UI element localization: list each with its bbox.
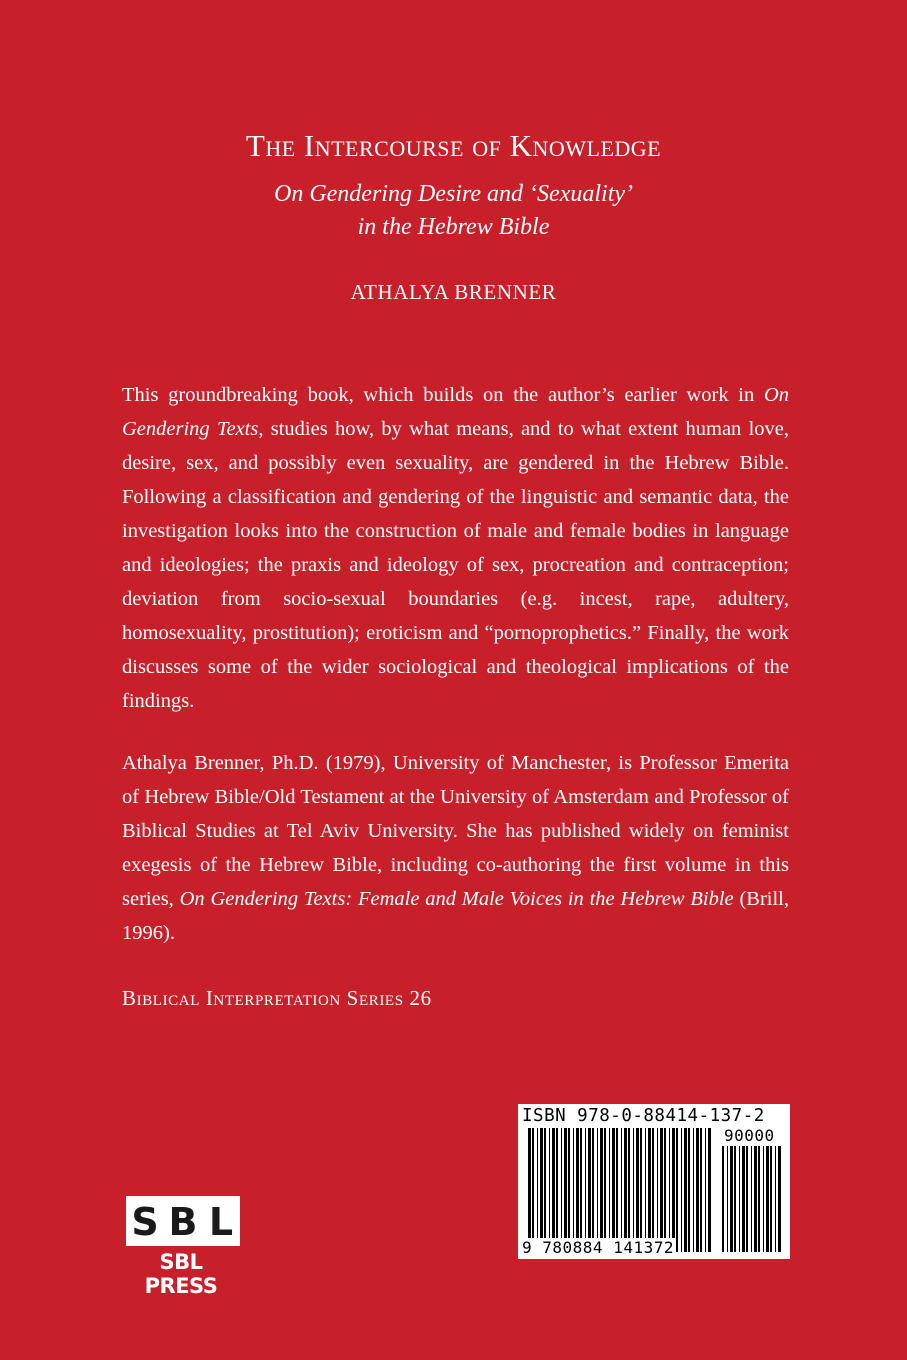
logo-letter: L: [208, 1200, 234, 1244]
logo-letter-box: [164, 1196, 202, 1246]
logo-letter-box: [126, 1196, 164, 1246]
back-cover-blurb: [122, 378, 789, 978]
barcode-bar: [688, 1128, 690, 1252]
addon-barcode-bars-icon: [722, 1146, 784, 1252]
barcode-bar: [676, 1128, 678, 1252]
barcode-bar: [669, 1128, 670, 1252]
barcode-bar: [621, 1128, 622, 1252]
subtitle-line-2: in the Hebrew Bible: [357, 214, 550, 240]
barcode-bar: [561, 1128, 562, 1252]
barcode-bar: [633, 1128, 634, 1252]
barcode-bar: [742, 1146, 745, 1252]
barcode-bar: [616, 1128, 618, 1252]
barcode-bar: [722, 1146, 724, 1252]
barcode-bar: [556, 1128, 558, 1252]
barcode-bar: [758, 1146, 760, 1252]
logo-letter-box: [202, 1196, 240, 1246]
barcode-bar: [573, 1128, 574, 1252]
barcode-bar: [657, 1128, 658, 1252]
sbl-press-logo: [122, 1188, 240, 1298]
barcode-bar: [664, 1128, 666, 1252]
barcode-bar: [763, 1146, 764, 1252]
publisher-name: SBL PRESS: [144, 1250, 218, 1298]
isbn-number: ISBN 978-0-88414-137-2: [522, 1106, 765, 1126]
barcode-bar: [580, 1128, 582, 1252]
barcode-bar: [708, 1128, 711, 1252]
subtitle-line-1: On Gendering Desire and ‘Sexuality’: [273, 181, 633, 207]
barcode-bar: [693, 1128, 694, 1252]
bio-italic-title: On Gendering Texts: Female and Male Voices in the Hebrew Bible: [179, 888, 734, 910]
barcode-bar: [645, 1128, 646, 1252]
sbl-logo-icon: [126, 1196, 236, 1242]
barcode-bar: [636, 1128, 639, 1252]
barcode-bar: [696, 1128, 699, 1252]
barcode-bar: [544, 1128, 546, 1252]
barcode-bar: [739, 1146, 740, 1252]
barcode-bar: [532, 1128, 534, 1252]
barcode-bar: [730, 1146, 733, 1252]
barcode-bar: [540, 1128, 543, 1252]
logo-letter: B: [168, 1200, 198, 1244]
barcode-bar: [734, 1146, 736, 1252]
logo-letter: S: [131, 1200, 159, 1244]
barcode-bar: [766, 1146, 769, 1252]
description-text-end: , studies how, by what means, and to what extent human love, desire, sex, and possibly even sexuality, are gendered in the Hebrew Bible. Following a classification and gendering of the linguistic and semantic data, the investigation looks into the construction of male and female bodies in language and ideologies; the praxis and ideology of sex, procreation and contraception; deviation from socio-sexual boundaries (e.g. incest, rape, adultery, homosexuality, prostitution); eroticism and “pornoprophetics.” Finally, the work discusses some of the wider sociological and theological implications of the findings.: [122, 418, 789, 712]
barcode-bar: [684, 1128, 687, 1252]
series-name: Biblical Interpretation Series 26: [122, 986, 432, 1010]
barcode-bar: [537, 1128, 538, 1252]
barcode-bar: [652, 1128, 654, 1252]
bio-text-end: (Brill, 1996).: [122, 888, 789, 944]
barcode-bar: [549, 1128, 550, 1252]
isbn-barcode: [518, 1104, 790, 1259]
barcode-bar: [751, 1146, 752, 1252]
barcode-bar: [681, 1128, 682, 1252]
barcode-bar: [672, 1128, 675, 1252]
barcode-bar: [705, 1128, 706, 1252]
author-bio: [122, 746, 789, 950]
barcode-bar: [588, 1128, 591, 1252]
barcode-bar: [746, 1146, 748, 1252]
barcode-bar: [552, 1128, 555, 1252]
bio-text: Athalya Brenner, Ph.D. (1979), University of Manchester, is Professor Emerita of Hebrew Bible/Old Testament at the University of Amsterdam and Professor of Biblical Studies at Tel Aviv University. She has published widely on feminist exegesis of the Hebrew Bible, including co-authoring the first volume in this series,: [122, 752, 789, 910]
author-name: ATHALYA BRENNER: [350, 280, 557, 304]
barcode-bar: [592, 1128, 594, 1252]
description-text: This groundbreaking book, which builds on the author’s earlier work in: [122, 384, 764, 406]
barcode-bar: [568, 1128, 570, 1252]
barcode-bar: [640, 1128, 642, 1252]
barcode-bar: [628, 1128, 630, 1252]
barcode-bar: [585, 1128, 586, 1252]
barcode-bar: [700, 1128, 702, 1252]
barcode-bar: [604, 1128, 606, 1252]
description-italic-title: On Gendering Texts: [122, 384, 789, 440]
barcode-bar: [576, 1128, 579, 1252]
price-code: 90000: [724, 1126, 775, 1145]
book-description: [122, 378, 789, 718]
barcode-bar: [612, 1128, 615, 1252]
barcode-bar: [770, 1146, 772, 1252]
barcode-bar: [660, 1128, 663, 1252]
barcode-bar: [754, 1146, 757, 1252]
book-subtitle: [0, 178, 907, 244]
barcode-bar: [648, 1128, 651, 1252]
book-title: The Intercourse of Knowledge: [245, 128, 662, 163]
barcode-bar: [775, 1146, 776, 1252]
barcode-bar: [778, 1146, 781, 1252]
barcode-bar: [528, 1128, 531, 1252]
ean-number: 9 780884 141372: [522, 1238, 674, 1257]
barcode-bars-icon: [528, 1128, 714, 1252]
barcode-bar: [600, 1128, 603, 1252]
barcode-bar: [597, 1128, 598, 1252]
barcode-bar: [727, 1146, 728, 1252]
barcode-bar: [624, 1128, 627, 1252]
barcode-bar: [564, 1128, 567, 1252]
barcode-bar: [609, 1128, 610, 1252]
